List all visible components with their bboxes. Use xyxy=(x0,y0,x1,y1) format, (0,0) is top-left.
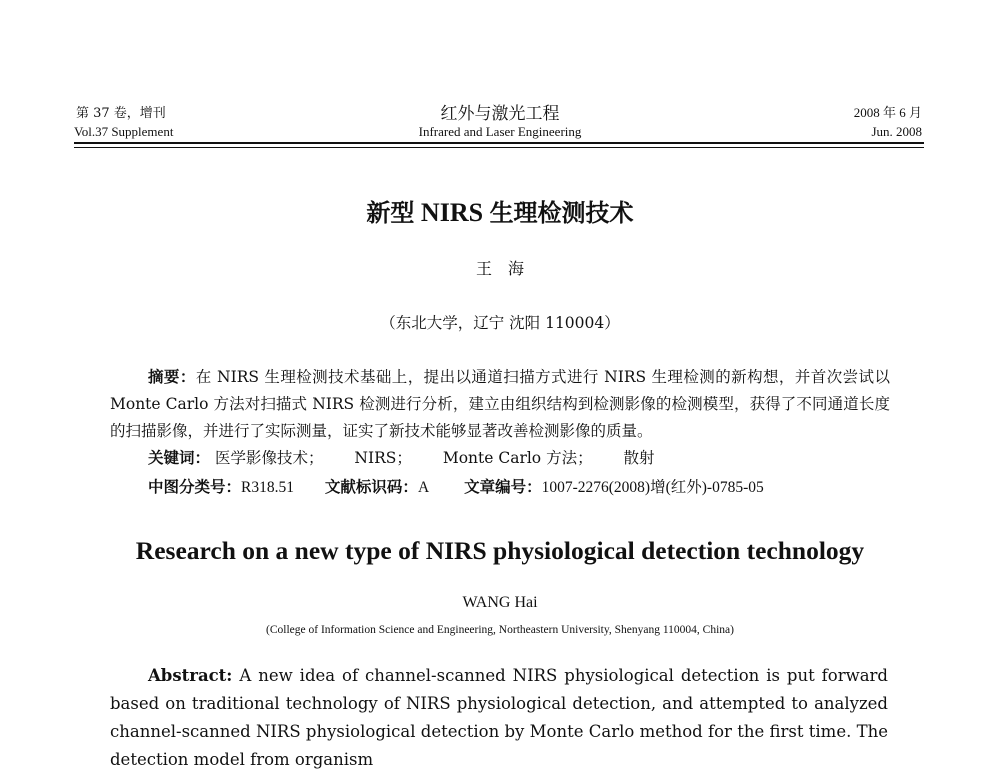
keywords-cn-label: 关键词： xyxy=(148,449,211,467)
affiliation-cn: （东北大学，辽宁 沈阳 110004） xyxy=(380,314,620,332)
keywords-cn xyxy=(148,446,655,468)
abstract-en-text: A new idea of channel-scanned NIRS physiological detection is put forward based on traditional technology of NIRS physiological detection, and attempted to analyzed channel-scanned NIRS physiological detection by Monte Carlo method for the first time. The detection model from organism xyxy=(110,666,888,769)
keyword-item: NIRS； xyxy=(354,449,412,467)
date-en: Jun. 2008 xyxy=(871,124,922,139)
doc-code-label: 文献标识码： xyxy=(324,478,418,496)
journal-en: Infrared and Laser Engineering xyxy=(418,124,582,139)
abstract-cn xyxy=(110,364,890,445)
abstract-en-label: Abstract: xyxy=(148,666,233,685)
header-rule-thick xyxy=(74,142,924,144)
keyword-item: 散射 xyxy=(623,449,655,467)
keyword-item: Monte Carlo 方法； xyxy=(442,449,593,467)
author-en: WANG Hai xyxy=(462,594,538,611)
clc-label: 中图分类号： xyxy=(148,478,242,496)
paper-title-cn xyxy=(0,193,1000,228)
header-rule-thin xyxy=(74,147,924,148)
abstract-en xyxy=(110,662,888,774)
keyword-item: 医学影像技术； xyxy=(214,449,324,467)
paper-title-en: Research on a new type of NIRS physiological detection technology xyxy=(135,536,865,565)
affiliation-en: (College of Information Science and Engineering, Northeastern University, Shenyang 110004, China) xyxy=(266,624,734,636)
title-cn-part-2: NIRS xyxy=(414,198,490,227)
title-cn-part-1: 新型 xyxy=(366,199,415,227)
doc-code-value: A xyxy=(417,479,430,496)
article-number-value: 1007-2276(2008)增(红外)-0785-05 xyxy=(541,479,764,496)
journal-cn: 红外与激光工程 xyxy=(440,104,560,124)
title-cn-part-3: 生理检测技术 xyxy=(489,199,634,227)
date-cn: 2008 年 6 月 xyxy=(853,105,922,120)
volume-en: Vol.37 Supplement xyxy=(74,124,174,139)
clc-value: R318.51 xyxy=(241,479,294,496)
abstract-cn-label: 摘要： xyxy=(148,368,196,386)
author-cn: 王 海 xyxy=(475,259,524,278)
article-number-label: 文章编号： xyxy=(464,478,542,496)
classification-line xyxy=(148,475,764,497)
abstract-cn-text: 在 NIRS 生理检测技术基础上，提出以通道扫描方式进行 NIRS 生理检测的新构想，并首次尝试以 Monte Carlo 方法对扫描式 NIRS 检测进行分析，建立由组织结构到检测影像的检测模型，获得了不同通道长度的扫描影像，并进行了实际测量，证实了新技术能够显著改善检测影像的质量。 xyxy=(110,368,890,440)
volume-cn: 第 37 卷，增刊 xyxy=(76,106,166,121)
